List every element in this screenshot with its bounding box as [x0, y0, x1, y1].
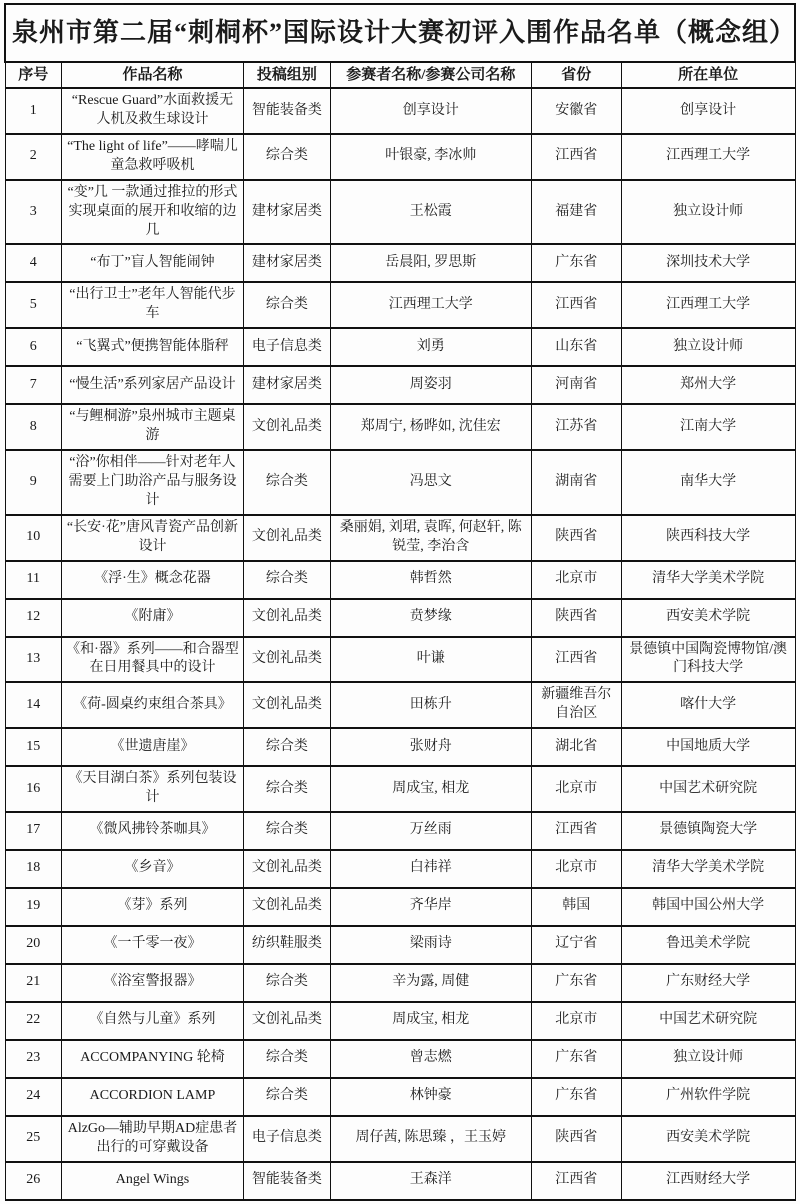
table-cell: 17 — [5, 812, 62, 850]
table-cell: “布丁”盲人智能闹钟 — [62, 244, 244, 282]
table-head — [5, 4, 795, 88]
table-cell: 文创礼品类 — [243, 888, 330, 926]
title-row — [5, 4, 795, 62]
table-cell: 福建省 — [531, 180, 621, 245]
table-cell: 韩国中国公州大学 — [621, 888, 795, 926]
table-cell: “飞翼式”便携智能体脂秤 — [62, 328, 244, 366]
header-cell: 序号 — [5, 62, 62, 88]
table-cell: 冯思文 — [330, 450, 531, 515]
table-cell: 广东财经大学 — [621, 964, 795, 1002]
table-cell: 《自然与儿童》系列 — [62, 1002, 244, 1040]
table-cell: 江西省 — [531, 282, 621, 328]
table-cell: “与鲤桐游”泉州城市主题桌游 — [62, 404, 244, 450]
table-cell: 王森洋 — [330, 1162, 531, 1200]
table-cell: 王松霞 — [330, 180, 531, 245]
table-cell: 建材家居类 — [243, 366, 330, 404]
table-cell: 中国艺术研究院 — [621, 1002, 795, 1040]
table-cell: Angel Wings — [62, 1162, 244, 1200]
table-cell: 西安美术学院 — [621, 599, 795, 637]
table-cell: 21 — [5, 964, 62, 1002]
table-cell: 陕西科技大学 — [621, 515, 795, 561]
table-row — [5, 366, 795, 404]
table-cell: 文创礼品类 — [243, 637, 330, 683]
table-row — [5, 812, 795, 850]
table-cell: 韩国 — [531, 888, 621, 926]
table-cell: 《荷-圆桌约束组合茶具》 — [62, 682, 244, 728]
table-cell: 20 — [5, 926, 62, 964]
table-cell: 创享设计 — [330, 88, 531, 134]
table-cell: 张财舟 — [330, 728, 531, 766]
table-row — [5, 282, 795, 328]
table-cell: 《世遗唐崖》 — [62, 728, 244, 766]
table-cell: 林钟豪 — [330, 1078, 531, 1116]
table-cell: 综合类 — [243, 1078, 330, 1116]
table-cell: “浴”你相伴——针对老年人需要上门助浴产品与服务设计 — [62, 450, 244, 515]
table-cell: 郑州大学 — [621, 366, 795, 404]
table-cell: 鲁迅美术学院 — [621, 926, 795, 964]
table-cell: 贲梦缘 — [330, 599, 531, 637]
table-cell: 15 — [5, 728, 62, 766]
table-cell: 综合类 — [243, 766, 330, 812]
table-cell: 中国艺术研究院 — [621, 766, 795, 812]
table-row — [5, 180, 795, 245]
table-cell: 江西省 — [531, 637, 621, 683]
table-cell: 景德镇陶瓷大学 — [621, 812, 795, 850]
table-cell: 江西理工大学 — [621, 282, 795, 328]
header-row — [5, 62, 795, 88]
table-cell: 广州软件学院 — [621, 1078, 795, 1116]
table-cell: 江西省 — [531, 1162, 621, 1200]
table-row — [5, 599, 795, 637]
table-cell: 万丝雨 — [330, 812, 531, 850]
table-cell: 25 — [5, 1116, 62, 1162]
table-cell: “出行卫士”老年人智能代步车 — [62, 282, 244, 328]
table-cell: 文创礼品类 — [243, 850, 330, 888]
table-cell: 江南大学 — [621, 404, 795, 450]
table-cell: 文创礼品类 — [243, 599, 330, 637]
table-cell: 《乡音》 — [62, 850, 244, 888]
table-row — [5, 850, 795, 888]
table-cell: 综合类 — [243, 964, 330, 1002]
table-cell: 电子信息类 — [243, 328, 330, 366]
table-cell: 江西省 — [531, 812, 621, 850]
table-cell: 《一千零一夜》 — [62, 926, 244, 964]
results-table — [4, 3, 796, 1201]
table-cell: 江西理工大学 — [330, 282, 531, 328]
table-cell: 北京市 — [531, 561, 621, 599]
table-cell: 湖南省 — [531, 450, 621, 515]
table-cell: 景德镇中国陶瓷博物馆/澳门科技大学 — [621, 637, 795, 683]
table-cell: 中国地质大学 — [621, 728, 795, 766]
header-cell: 作品名称 — [62, 62, 244, 88]
table-cell: 综合类 — [243, 1040, 330, 1078]
table-cell: 独立设计师 — [621, 1040, 795, 1078]
table-cell: 4 — [5, 244, 62, 282]
table-cell: 综合类 — [243, 728, 330, 766]
table-cell: 26 — [5, 1162, 62, 1200]
table-cell: 清华大学美术学院 — [621, 561, 795, 599]
table-cell: 齐华岸 — [330, 888, 531, 926]
table-cell: 江西省 — [531, 134, 621, 180]
table-cell: 韩哲然 — [330, 561, 531, 599]
table-cell: 梁雨诗 — [330, 926, 531, 964]
table-cell: 文创礼品类 — [243, 682, 330, 728]
table-cell: “变”几 一款通过推拉的形式实现桌面的展开和收缩的边几 — [62, 180, 244, 245]
table-row — [5, 728, 795, 766]
table-cell: 白祎祥 — [330, 850, 531, 888]
table-cell: 24 — [5, 1078, 62, 1116]
header-cell: 参赛者名称/参赛公司名称 — [330, 62, 531, 88]
table-row — [5, 888, 795, 926]
table-cell: 1 — [5, 88, 62, 134]
table-cell: 周成宝, 相龙 — [330, 766, 531, 812]
table-cell: 周仔茜, 陈思臻 ，王玉婷 — [330, 1116, 531, 1162]
table-cell: 广东省 — [531, 964, 621, 1002]
table-cell: 独立设计师 — [621, 328, 795, 366]
table-cell: “The light of life”——哮喘儿童急救呼吸机 — [62, 134, 244, 180]
table-row — [5, 88, 795, 134]
table-cell: 建材家居类 — [243, 244, 330, 282]
table-cell: 喀什大学 — [621, 682, 795, 728]
header-cell: 所在单位 — [621, 62, 795, 88]
header-cell: 省份 — [531, 62, 621, 88]
table-cell: 深圳技术大学 — [621, 244, 795, 282]
table-cell: 13 — [5, 637, 62, 683]
table-row — [5, 1078, 795, 1116]
table-cell: 9 — [5, 450, 62, 515]
table-cell: “Rescue Guard”水面救援无人机及救生球设计 — [62, 88, 244, 134]
table-cell: 11 — [5, 561, 62, 599]
table-cell: 江西财经大学 — [621, 1162, 795, 1200]
table-cell: 江苏省 — [531, 404, 621, 450]
table-cell: 综合类 — [243, 282, 330, 328]
table-cell: 智能装备类 — [243, 1162, 330, 1200]
table-cell: 建材家居类 — [243, 180, 330, 245]
table-cell: 文创礼品类 — [243, 404, 330, 450]
table-row — [5, 244, 795, 282]
table-cell: 16 — [5, 766, 62, 812]
table-cell: 综合类 — [243, 561, 330, 599]
table-row — [5, 515, 795, 561]
table-cell: ACCORDION LAMP — [62, 1078, 244, 1116]
table-row — [5, 1040, 795, 1078]
table-row — [5, 328, 795, 366]
table-cell: 8 — [5, 404, 62, 450]
table-cell: 叶银豪, 李冰帅 — [330, 134, 531, 180]
table-cell: 安徽省 — [531, 88, 621, 134]
table-row — [5, 561, 795, 599]
table-cell: 12 — [5, 599, 62, 637]
table-cell: 7 — [5, 366, 62, 404]
table-row — [5, 404, 795, 450]
table-cell: 6 — [5, 328, 62, 366]
table-cell: 19 — [5, 888, 62, 926]
table-cell: “慢生活”系列家居产品设计 — [62, 366, 244, 404]
table-cell: 23 — [5, 1040, 62, 1078]
table-row — [5, 964, 795, 1002]
table-cell: 辛为露, 周健 — [330, 964, 531, 1002]
table-cell: 河南省 — [531, 366, 621, 404]
table-cell: 北京市 — [531, 850, 621, 888]
table-cell: 山东省 — [531, 328, 621, 366]
table-cell: 北京市 — [531, 766, 621, 812]
table-cell: AlzGo—辅助早期AD症患者出行的可穿戴设备 — [62, 1116, 244, 1162]
table-body — [5, 88, 795, 1199]
table-row — [5, 682, 795, 728]
table-row — [5, 1002, 795, 1040]
table-cell: 综合类 — [243, 450, 330, 515]
table-cell: 22 — [5, 1002, 62, 1040]
table-cell: 2 — [5, 134, 62, 180]
table-cell: 桑丽娟, 刘珺, 袁晖, 何赵轩, 陈锐莹, 李治含 — [330, 515, 531, 561]
table-cell: 5 — [5, 282, 62, 328]
table-cell: 广东省 — [531, 1040, 621, 1078]
table-cell: 《浮·生》概念花器 — [62, 561, 244, 599]
table-cell: 《附庸》 — [62, 599, 244, 637]
table-cell: 西安美术学院 — [621, 1116, 795, 1162]
table-row — [5, 1162, 795, 1200]
table-row — [5, 766, 795, 812]
table-cell: 岳晨阳, 罗思斯 — [330, 244, 531, 282]
table-cell: 独立设计师 — [621, 180, 795, 245]
table-cell: 智能装备类 — [243, 88, 330, 134]
table-cell: 陕西省 — [531, 1116, 621, 1162]
table-cell: 《和·器》系列——和合器型在日用餐具中的设计 — [62, 637, 244, 683]
table-cell: 文创礼品类 — [243, 515, 330, 561]
table-cell: 《微风拂铃茶咖具》 — [62, 812, 244, 850]
table-cell: 田栋升 — [330, 682, 531, 728]
table-cell: 周姿羽 — [330, 366, 531, 404]
table-row — [5, 637, 795, 683]
table-row — [5, 450, 795, 515]
table-cell: 刘勇 — [330, 328, 531, 366]
header-cell: 投稿组别 — [243, 62, 330, 88]
table-cell: 18 — [5, 850, 62, 888]
table-cell: 曾志燃 — [330, 1040, 531, 1078]
table-cell: 北京市 — [531, 1002, 621, 1040]
table-cell: 10 — [5, 515, 62, 561]
table-cell: 创享设计 — [621, 88, 795, 134]
table-cell: 综合类 — [243, 134, 330, 180]
table-cell: 郑周宁, 杨晔如, 沈佳宏 — [330, 404, 531, 450]
table-cell: 新疆维吾尔自治区 — [531, 682, 621, 728]
table-cell: 湖北省 — [531, 728, 621, 766]
table-cell: “长安·花”唐风青瓷产品创新设计 — [62, 515, 244, 561]
table-row — [5, 926, 795, 964]
table-cell: 纺织鞋服类 — [243, 926, 330, 964]
table-cell: 《芽》系列 — [62, 888, 244, 926]
table-cell: 广东省 — [531, 1078, 621, 1116]
table-cell: 辽宁省 — [531, 926, 621, 964]
table-cell: ACCOMPANYING 轮椅 — [62, 1040, 244, 1078]
table-cell: 南华大学 — [621, 450, 795, 515]
table-cell: 陕西省 — [531, 599, 621, 637]
table-cell: 清华大学美术学院 — [621, 850, 795, 888]
table-cell: 广东省 — [531, 244, 621, 282]
table-cell: 文创礼品类 — [243, 1002, 330, 1040]
table-cell: 电子信息类 — [243, 1116, 330, 1162]
page-title: 泉州市第二届“刺桐杯”国际设计大赛初评入围作品名单（概念组） — [5, 4, 795, 62]
table-row — [5, 134, 795, 180]
table-cell: 《浴室警报器》 — [62, 964, 244, 1002]
table-cell: 综合类 — [243, 812, 330, 850]
table-cell: 《天目湖白茶》系列包装设计 — [62, 766, 244, 812]
table-row — [5, 1116, 795, 1162]
table-cell: 陕西省 — [531, 515, 621, 561]
table-cell: 3 — [5, 180, 62, 245]
table-cell: 14 — [5, 682, 62, 728]
table-cell: 叶谦 — [330, 637, 531, 683]
table-cell: 周成宝, 相龙 — [330, 1002, 531, 1040]
table-cell: 江西理工大学 — [621, 134, 795, 180]
